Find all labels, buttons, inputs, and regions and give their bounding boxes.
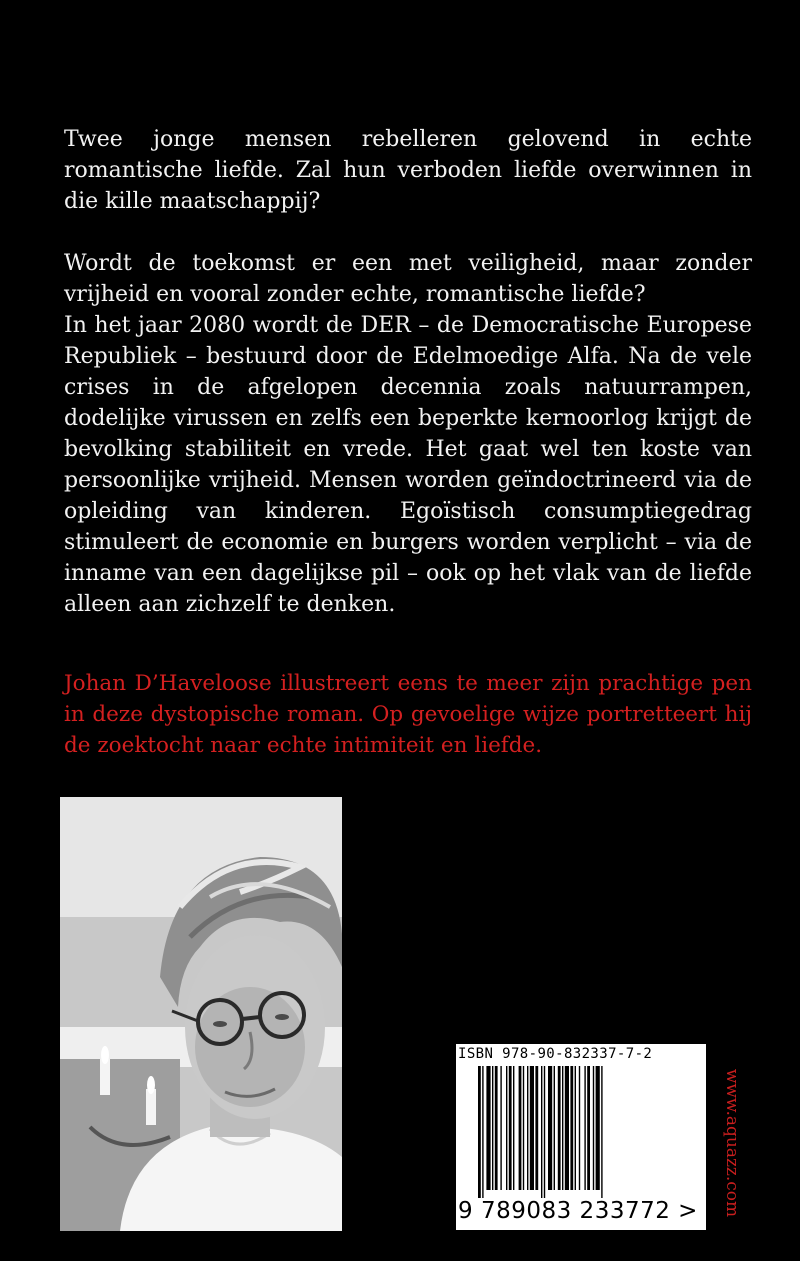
publisher-website[interactable] — [722, 1058, 742, 1228]
story-paragraph — [64, 310, 752, 620]
isbn-barcode — [456, 1044, 706, 1230]
barcode-bars — [456, 1066, 706, 1198]
barcode-bar — [527, 1066, 528, 1190]
isbn-label: ISBN 978-90-832337-7-2 — [458, 1046, 653, 1062]
barcode-bar — [596, 1066, 600, 1190]
barcode-bar — [541, 1066, 542, 1198]
author-blurb-text: Johan D’Haveloose illustreert eens te meer zijn prachtige pen in deze dystopische roman. Op gevoelige wijze portretteert hij de zoektocht naar echte intimiteit en liefde. — [64, 671, 752, 758]
story-text: In het jaar 2080 wordt de DER – de Democratische Europese Republiek – bestuurd door de Edelmoedige Alfa. Na de vele crises in de afgelopen decennia zoals natuurrampen, dodelijke virussen en zelfs een beperkte kernoorlog krijgt de bevolking stabiliteit en vrede. Het gaat wel ten koste van persoonlijke vrijheid. Mensen worden geïndoctrineerd via de opleiding van kinderen. Egoïstisch consumptiegedrag stimuleert de economie en burgers worden verplicht – via de inname van een dagelijkse pil – ook op het vlak van de liefde alleen aan zichzelf te denken. — [64, 313, 752, 617]
barcode-bar — [565, 1066, 569, 1190]
barcode-bar — [478, 1066, 481, 1198]
barcode-bar — [587, 1066, 590, 1190]
intro-text: Twee jonge mensen rebelleren gelovend in echte romantische liefde. Zal hun verboden liefde overwinnen in die kille maatschappij? — [64, 127, 752, 214]
barcode-bar — [519, 1066, 522, 1190]
barcode-bar — [500, 1066, 501, 1190]
barcode-bar — [544, 1066, 545, 1198]
barcode-bar — [523, 1066, 524, 1190]
barcode-bar — [486, 1066, 490, 1190]
barcode-bar — [584, 1066, 585, 1190]
barcode-bar — [482, 1066, 483, 1198]
author-photo — [60, 797, 342, 1231]
barcode-bar — [601, 1066, 602, 1198]
question-text: Wordt de toekomst er een met veiligheid, maar zonder vrijheid en vooral zonder echte, romantische liefde? — [64, 251, 752, 307]
barcode-bar — [579, 1066, 580, 1190]
question-paragraph — [64, 248, 752, 310]
barcode-bar — [562, 1066, 563, 1190]
author-blurb — [64, 668, 752, 761]
barcode-bar — [530, 1066, 534, 1190]
author-portrait-illustration — [60, 797, 342, 1231]
barcode-bar — [506, 1066, 507, 1190]
publisher-website-text[interactable]: www.aquazz.com — [722, 1068, 742, 1218]
barcode-bar — [554, 1066, 555, 1190]
intro-paragraph — [64, 124, 752, 217]
barcode-bar — [558, 1066, 561, 1190]
barcode-bar — [495, 1066, 498, 1190]
barcode-bar — [570, 1066, 573, 1190]
ean-digits: 9 789083 233772 > — [458, 1198, 698, 1224]
barcode-bar — [513, 1066, 514, 1190]
barcode-bar — [535, 1066, 538, 1190]
barcode-bar — [593, 1066, 594, 1190]
barcode-bar — [548, 1066, 552, 1190]
barcode-bar — [509, 1066, 512, 1190]
barcode-bar — [575, 1066, 576, 1190]
barcode-bar — [492, 1066, 493, 1190]
